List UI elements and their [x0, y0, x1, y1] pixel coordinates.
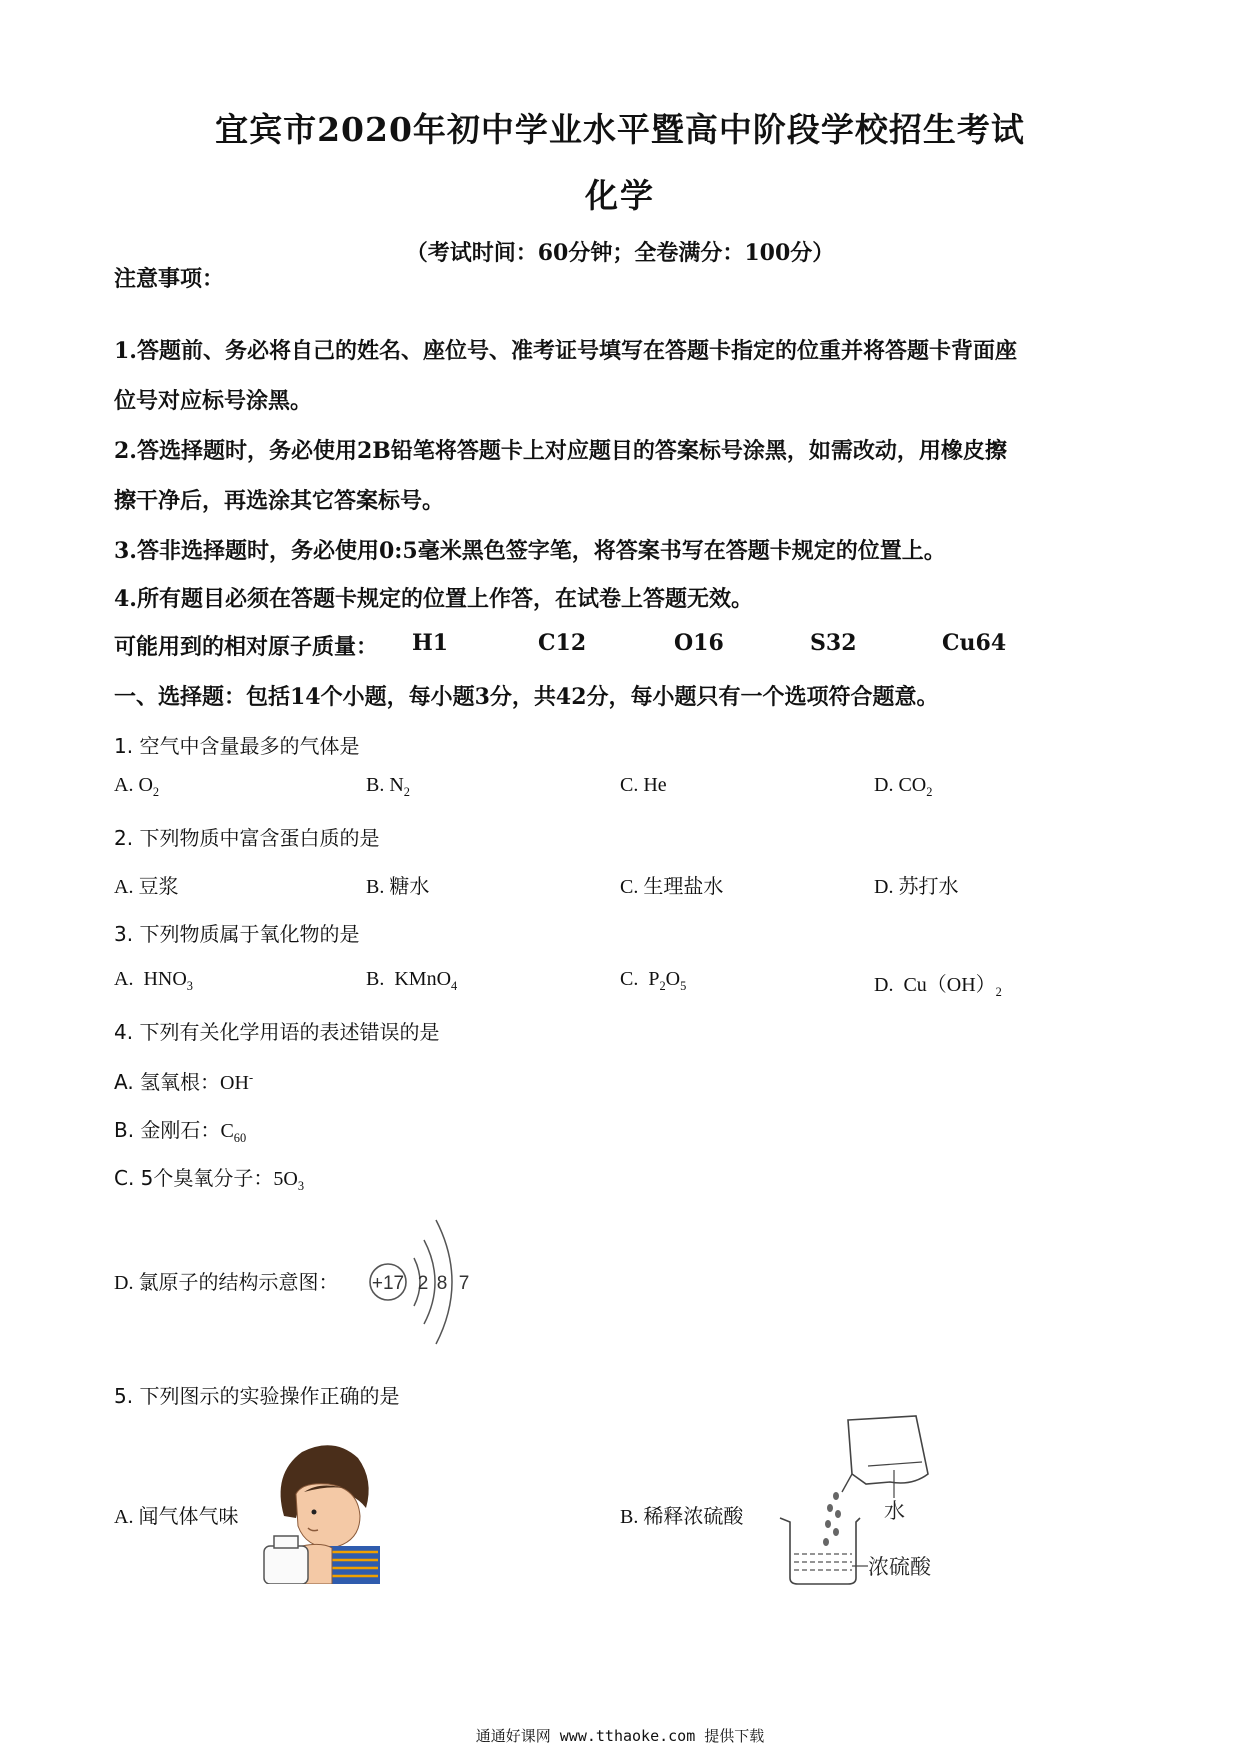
q1-option-b: B. $N_2$	[366, 774, 410, 799]
q4-option-d-label: D. 氯原子的结构示意图：	[114, 1272, 339, 1294]
q5-option-b-label: B. 稀释浓硫酸	[620, 1506, 744, 1528]
water-label: 水	[884, 1499, 905, 1523]
chlorine-atom-structure-diagram	[366, 1206, 482, 1358]
atom-nucleus-label: +17	[371, 1273, 405, 1294]
q3-option-b: B. KMnO$_4$	[366, 968, 458, 993]
question-5-stem: 5. 下列图示的实验操作正确的是	[114, 1384, 400, 1408]
q3-option-d: D. $Cu(OH)_2$	[874, 974, 1002, 999]
atomic-mass-o: O16	[674, 630, 724, 656]
note-1-line-1: 1.答题前、务必将自己的姓名、座位号、准考证号填写在答题卡指定的位重并将答题卡背面座	[114, 338, 1017, 364]
atomic-mass-cu: Cu64	[942, 630, 1007, 656]
section-1-heading: 一、选择题：包括14个小题，每小题3分，共42分，每小题只有一个选项符合题意。	[114, 684, 939, 710]
note-3: 3.答非选择题时，务必使用0:5毫米黑色签字笔，将答案书写在答题卡规定的位置上。	[114, 538, 946, 564]
atomic-mass-h: H1	[412, 630, 449, 656]
q3-option-c: C. $P_2O_5$	[620, 968, 687, 993]
atomic-mass-c: C12	[538, 630, 587, 656]
page-footer: 通通好课网 www.tthaoke.com 提供下载	[475, 1727, 765, 1745]
atom-shell-2-count: 8	[436, 1273, 448, 1294]
q1-option-c: C. He	[620, 774, 667, 796]
q2-option-c: C. 生理盐水	[620, 876, 724, 898]
atom-shell-3-count: 7	[458, 1273, 470, 1294]
q4-option-a-label: A. 氢氧根：	[114, 1070, 221, 1094]
q2-option-d: D. 苏打水	[874, 876, 959, 898]
q3-option-a: A. $HNO_3$	[114, 968, 193, 993]
question-2-stem: 2. 下列物质中富含蛋白质的是	[114, 826, 380, 850]
q4-option-c: C. 5个臭氧分子：$5O_3$	[114, 1166, 305, 1193]
question-3-stem: 3. 下列物质属于氧化物的是	[114, 922, 360, 946]
q2-option-a: A. 豆浆	[114, 876, 179, 898]
question-1-stem: 1. 空气中含量最多的气体是	[114, 734, 360, 758]
exam-info: （考试时间：60分钟；全卷满分：100分）	[405, 240, 835, 266]
q4-option-b: B. 金刚石：$C_{60}$	[114, 1118, 247, 1145]
q4-option-b-label: B. 金刚石：	[114, 1118, 221, 1142]
note-1-line-2: 位号对应标号涂黑。	[114, 388, 313, 414]
subject-title: 化学	[585, 176, 655, 215]
question-4-stem: 4. 下列有关化学用语的表述错误的是	[114, 1020, 440, 1044]
atom-shell-1-count: 2	[417, 1273, 429, 1294]
atomic-mass-s: S32	[810, 630, 857, 656]
q1-option-a: A. $O_2$	[114, 774, 160, 799]
concentrated-acid-label: 浓硫酸	[868, 1555, 931, 1579]
diluting-acid-illustration	[772, 1414, 942, 1586]
note-2-line-1: 2.答选择题时，务必使用2B铅笔将答题卡上对应题目的答案标号涂黑，如需改动，用橡皮擦	[114, 438, 1007, 464]
smelling-gas-illustration	[262, 1434, 382, 1584]
note-2-line-2: 擦干净后，再选涂其它答案标号。	[114, 488, 445, 514]
exam-title: 宜宾市2020年初中学业水平暨高中阶段学校招生考试	[215, 110, 1025, 149]
note-4: 4.所有题目必须在答题卡规定的位置上作答，在试卷上答题无效。	[114, 586, 753, 612]
q4-option-a: A. 氢氧根：OH-	[114, 1070, 254, 1094]
q1-option-d: D. $CO_2$	[874, 774, 933, 799]
atomic-mass-label: 可能用到的相对原子质量：	[114, 634, 379, 660]
q4-option-c-label: C. 5个臭氧分子：	[114, 1166, 274, 1190]
notes-heading: 注意事项：	[114, 266, 225, 292]
q2-option-b: B. 糖水	[366, 876, 430, 898]
q5-option-a-label: A. 闻气体气味	[114, 1506, 239, 1528]
